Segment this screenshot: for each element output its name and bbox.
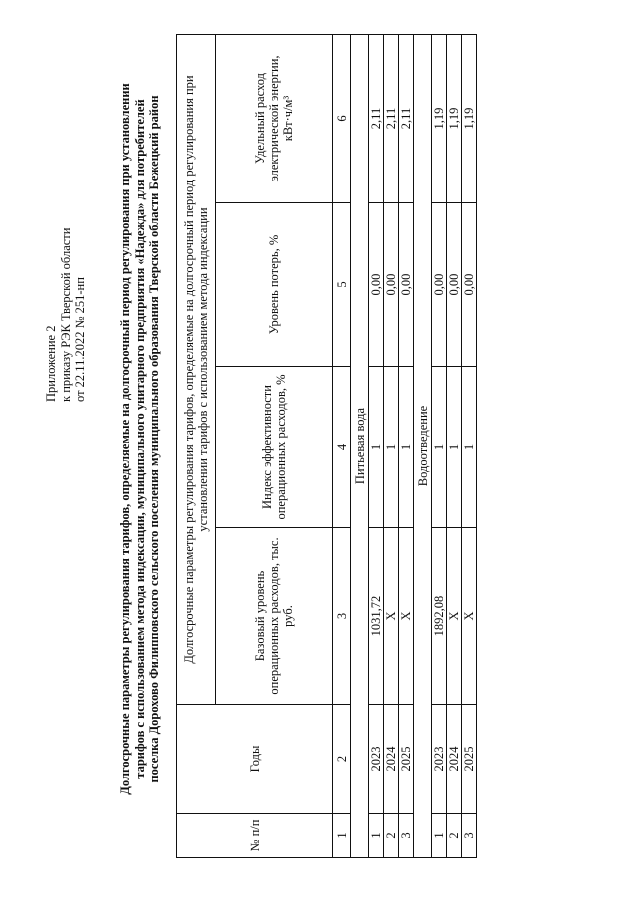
document-title bbox=[118, 28, 162, 850]
cell-losses: 0,00 bbox=[447, 203, 462, 367]
cell-index: 1 bbox=[369, 367, 384, 528]
table-row bbox=[369, 35, 384, 858]
cell-base: Х bbox=[384, 528, 399, 705]
header-loss-level: Уровень потерь, % bbox=[216, 203, 333, 367]
cell-num: 1 bbox=[369, 814, 384, 858]
annex-line-1: Приложение 2 bbox=[44, 325, 58, 402]
cell-index: 1 bbox=[447, 367, 462, 528]
cell-losses: 0,00 bbox=[369, 203, 384, 367]
cell-index: 1 bbox=[399, 367, 414, 528]
title-line-2: тарифов с использованием метода индексации, муниципального унитарного предприятия «Надежда» для потребителей bbox=[132, 99, 147, 779]
cell-base: 1892,08 bbox=[432, 528, 447, 705]
cell-year: 2023 bbox=[369, 705, 384, 814]
section-title-wastewater: Водоотведение bbox=[414, 35, 432, 858]
title-line-1: Долгосрочные параметры регулирования тарифов, определяемые на долгосрочный период регулирования при установлении bbox=[118, 83, 132, 795]
cell-year: 2024 bbox=[447, 705, 462, 814]
cell-index: 1 bbox=[432, 367, 447, 528]
cell-num: 3 bbox=[399, 814, 414, 858]
table-row bbox=[399, 35, 414, 858]
cell-year: 2024 bbox=[384, 705, 399, 814]
cell-energy: 2,11 bbox=[369, 35, 384, 203]
header-efficiency-index: Индекс эффективности операционных расходов, % bbox=[216, 367, 333, 528]
column-number: 4 bbox=[333, 367, 351, 528]
table-row bbox=[447, 35, 462, 858]
cell-losses: 0,00 bbox=[384, 203, 399, 367]
parameters-table bbox=[176, 34, 477, 858]
cell-energy: 1,19 bbox=[432, 35, 447, 203]
section-title-drinking-water: Питьевая вода bbox=[351, 35, 369, 858]
cell-base: Х bbox=[447, 528, 462, 705]
header-num: № п/п bbox=[177, 814, 333, 858]
column-number: 3 bbox=[333, 528, 351, 705]
header-group: Долгосрочные параметры регулирования тарифов, определяемые на долгосрочный период регулирования при установлении тарифов с использованием метода индексации bbox=[177, 35, 216, 705]
cell-base: Х bbox=[462, 528, 477, 705]
cell-losses: 0,00 bbox=[462, 203, 477, 367]
cell-num: 2 bbox=[384, 814, 399, 858]
cell-index: 1 bbox=[462, 367, 477, 528]
annex-line-2: к приказу РЭК Тверской области bbox=[58, 227, 73, 402]
cell-year: 2025 bbox=[462, 705, 477, 814]
cell-energy: 1,19 bbox=[462, 35, 477, 203]
cell-year: 2025 bbox=[399, 705, 414, 814]
cell-losses: 0,00 bbox=[399, 203, 414, 367]
cell-year: 2023 bbox=[432, 705, 447, 814]
cell-base: 1031,72 bbox=[369, 528, 384, 705]
table-row bbox=[432, 35, 447, 858]
cell-num: 3 bbox=[462, 814, 477, 858]
cell-num: 2 bbox=[447, 814, 462, 858]
title-line-3: поселка Дорохово Филипповского сельского поселения муниципального образования Тверской области Бежецкий район bbox=[147, 95, 161, 783]
cell-index: 1 bbox=[384, 367, 399, 528]
column-number: 5 bbox=[333, 203, 351, 367]
cell-energy: 2,11 bbox=[384, 35, 399, 203]
header-base-level: Базовый уровень операционных расходов, тыс. руб. bbox=[216, 528, 333, 705]
table-row bbox=[384, 35, 399, 858]
column-number: 2 bbox=[333, 705, 351, 814]
column-number: 1 bbox=[333, 814, 351, 858]
header-years: Годы bbox=[177, 705, 333, 814]
header-energy-use: Удельный расход электрической энергии, кВт·ч/м³ bbox=[216, 35, 333, 203]
column-number: 6 bbox=[333, 35, 351, 203]
cell-energy: 2,11 bbox=[399, 35, 414, 203]
table-row bbox=[462, 35, 477, 858]
cell-base: Х bbox=[399, 528, 414, 705]
annex-reference bbox=[44, 102, 88, 402]
annex-line-3: от 22.11.2022 № 251-нп bbox=[73, 277, 87, 402]
cell-num: 1 bbox=[432, 814, 447, 858]
cell-energy: 1,19 bbox=[447, 35, 462, 203]
cell-losses: 0,00 bbox=[432, 203, 447, 367]
